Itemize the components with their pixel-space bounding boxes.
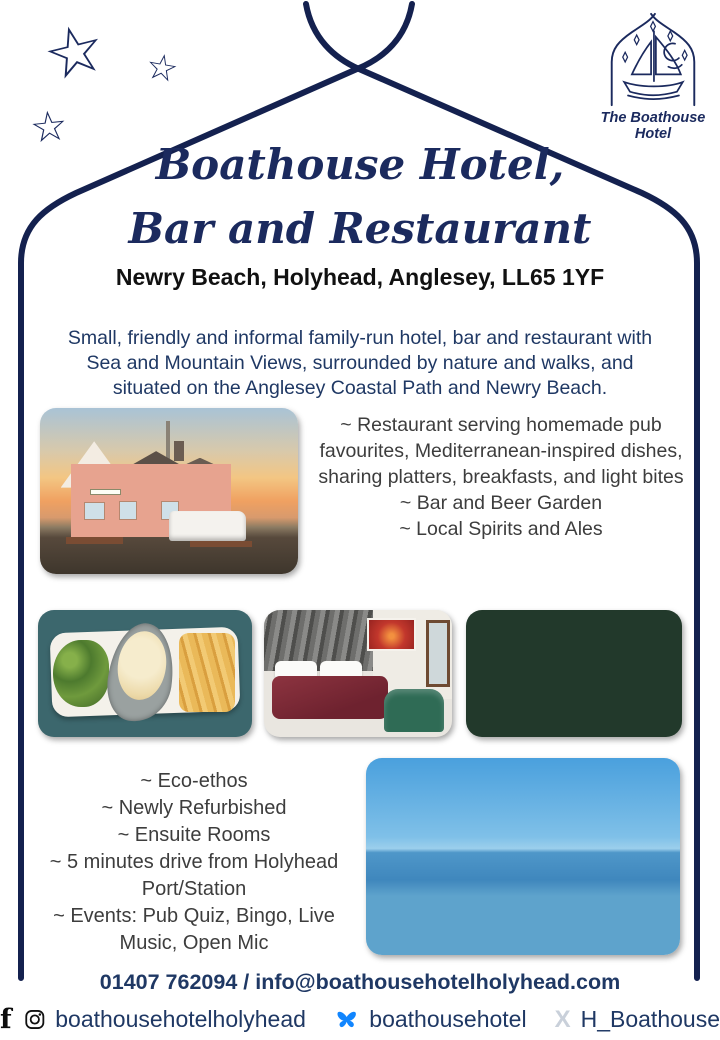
window [84,502,105,520]
building-chimney [174,441,184,461]
creamy-dish [113,628,171,703]
social-footer [0,1004,720,1035]
hotel-logo [592,12,714,142]
logo-label: The Boathouse Hotel [600,110,706,142]
star-icon: ☆ [27,101,70,152]
x-handle[interactable]: H_Boathouse [580,1006,720,1032]
green-chair [384,689,444,732]
star-icon: ☆ [142,44,182,91]
bluesky-butterfly-icon[interactable] [334,1008,359,1032]
food-platter-photo [38,610,252,737]
bedspread [272,676,389,719]
hotel-exterior-photo [40,408,298,574]
sailboat-arch-icon [598,12,708,108]
chips [179,633,235,712]
bluesky-handle[interactable]: boathousehotel [369,1006,527,1032]
picnic-bench [66,537,123,544]
garlic-bread [466,650,503,703]
coastline-photo [366,758,680,955]
instagram-icon[interactable] [24,1008,46,1031]
list-item: ~ 5 minutes drive from Holyhead Port/Station [49,851,339,900]
hotel-address: Newry Beach, Holyhead, Anglesey, LL65 1YF [115,264,605,290]
hotel-features-list [22,768,366,957]
list-item: ~ Local Spirits and Ales [399,518,603,540]
parked-car [169,511,246,541]
picnic-bench [190,541,252,548]
mirror [426,620,451,687]
bedroom-photo [264,610,452,737]
list-item: ~ Eco-ethos [140,770,248,792]
star-icon: ☆ [35,7,114,97]
contact-line: 01407 762094 / info@boathousehotelholyhead.com [99,970,621,994]
list-item: ~ Ensuite Rooms [117,824,271,846]
facebook-instagram-handle[interactable]: boathousehotelholyhead [55,1006,306,1032]
garlic-bread [466,610,496,653]
page-title-line1: Boathouse Hotel, [155,140,565,189]
hotel-sign [90,489,121,495]
window [119,501,137,521]
list-item: ~ Newly Refurbished [101,797,287,819]
intro-paragraph: Small, friendly and informal family-run hotel, bar and restaurant with Sea and Mountain Views, surrounded by nature and walks, and situated on the Anglesey Coastal Path and Newry Beach. [67,326,653,399]
page-title-line2: Bar and Restaurant [128,204,592,253]
garlic-bread [466,702,508,737]
facebook-icon[interactable]: f [0,1004,12,1035]
x-twitter-icon[interactable]: X [554,1005,571,1033]
salad [53,640,109,706]
wall-art [367,618,416,651]
restaurant-features-list [308,412,694,542]
lasagne-dish-photo [466,610,682,737]
list-item: ~ Restaurant serving homemade pub favourites, Mediterranean-inspired dishes, sharing platters, breakfasts, and light bites [318,414,684,488]
list-item: ~ Bar and Beer Garden [399,492,603,514]
list-item: ~ Events: Pub Quiz, Bingo, Live Music, Open Mic [53,905,335,954]
